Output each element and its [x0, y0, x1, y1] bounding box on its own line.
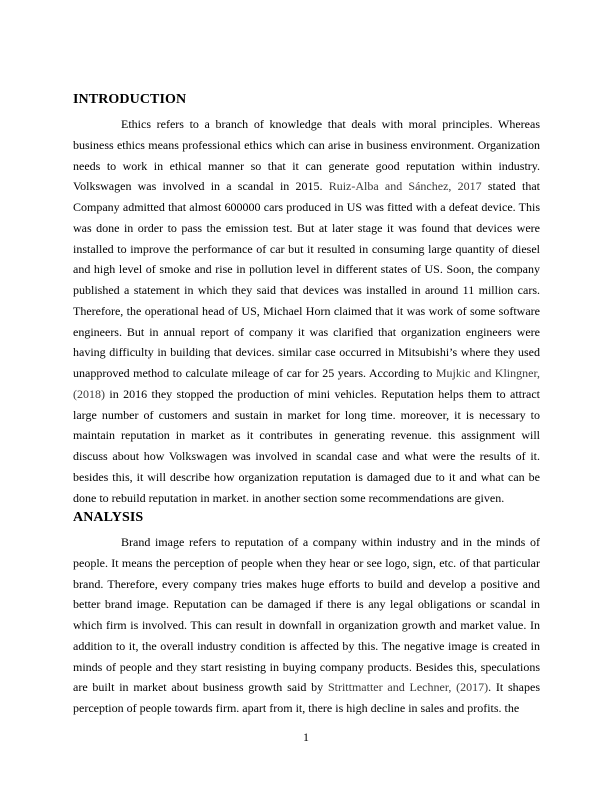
citation: Ruiz-Alba and Sánchez, 2017: [328, 179, 482, 194]
citation: Strittmatter and Lechner, (2017): [327, 680, 489, 695]
paragraph-introduction: [73, 114, 540, 508]
heading-analysis: ANALYSIS: [73, 510, 144, 525]
text-run: Ethics refers to a branch of knowledge that deals with moral principles. Whereas business ethics means professional ethics which can arise in business environment. Organization needs to work in ethical manner so that it can generate good reputation within industry. Volkswagen was involved in a scandal in 2015.: [73, 117, 540, 194]
heading-introduction: INTRODUCTION: [73, 92, 187, 107]
text-run: in 2016 they stopped the production of mini vehicles. Reputation helps them to attract large number of customers and sustain in market for long time. moreover, it is necessary to maintain reputation in market as it contributes in generating revenue. this assignment will discuss about how Volkswagen was involved in scandal case and what were the results of it. besides this, it will describe how organization reputation is damaged due to it and what can be done to rebuild reputation in market. in another section some recommendations are given.: [73, 386, 540, 505]
text-run: stated that Company admitted that almost 600000 cars produced in US was fitted with a defeat device. This was done in order to pass the emission test. But at later stage it was found that devices were installed to improve the performance of car but it resulted in consuming large quantity of diesel and high level of smoke and rise in pollution level in different states of US. Soon, the company published a statement in which they said that devices was installed in around 11 million cars. Therefore, the operational head of US, Michael Horn claimed that it was work of some software engineers. But in annual report of company it was clarified that organization engineers were having difficulty in building that devices. similar case occurred in Mitsubishi’s where they used unapproved method to calculate mileage of car for 25 years. According to: [73, 179, 540, 380]
text-run: . It shapes perception of people towards firm. apart from it, there is high decline in sales and profits. the: [73, 680, 540, 715]
citation: Mujkic and Klingner, (2018): [73, 366, 540, 401]
page-number: 1: [303, 730, 309, 744]
paragraph-analysis: [73, 532, 540, 719]
text-run: Brand image refers to reputation of a company within industry and in the minds of people. It means the perception of people when they hear or see logo, sign, etc. of that particular brand. Therefore, every company tries makes huge efforts to build and develop a positive and better brand image. Reputation can be damaged if there is any legal obligations or scandal in which firm is involved. This can result in downfall in organization growth and market value. In addition to it, the overall industry condition is affected by this. The negative image is created in minds of people and they start resisting in buying company products. Besides this, speculations are built in market about business growth said by: [73, 535, 540, 695]
